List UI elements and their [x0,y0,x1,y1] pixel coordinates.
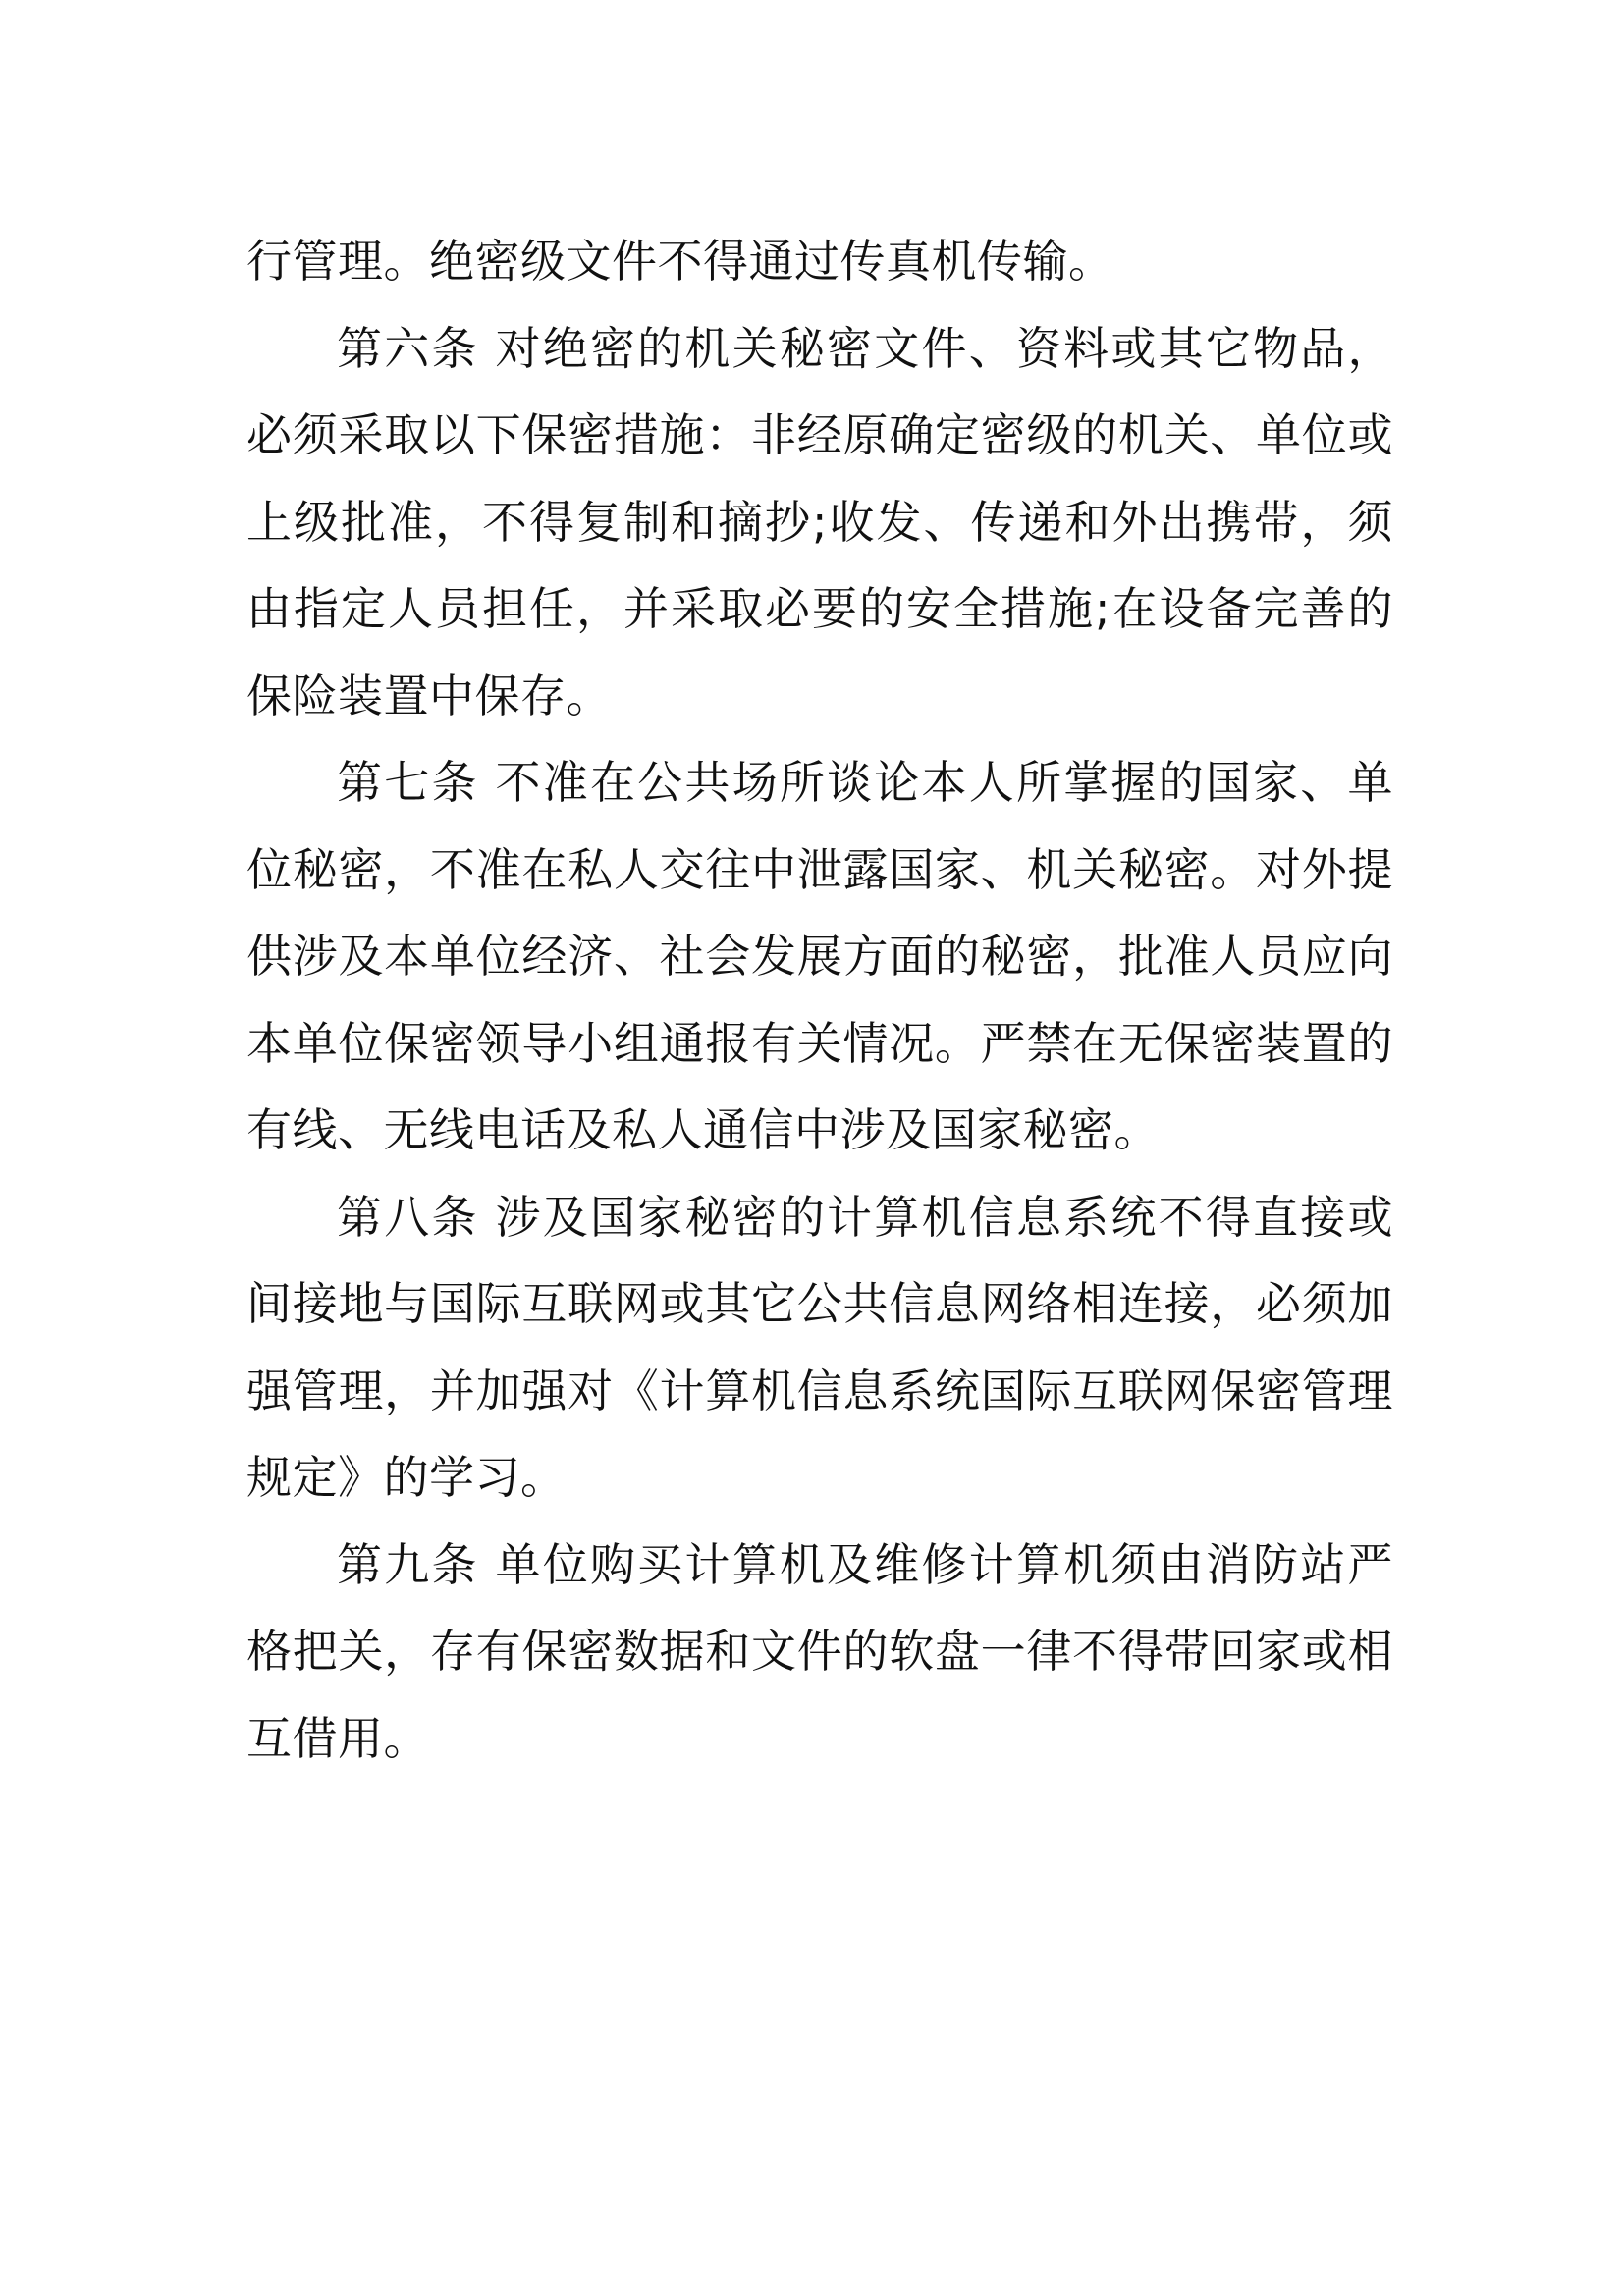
paragraph-continuation: 行管理。绝密级文件不得通过传真机传输。 [246,235,1114,288]
document-body [246,218,1393,1782]
paragraph-article-8: 第八条 涉及国家秘密的计算机信息系统不得直接或间接地与国际互联网或其它公共信息网络相连接，必须加强管理，并加强对《计算机信息系统国际互联网保密管理规定》的学习。 [246,1190,1393,1504]
paragraph-article-7: 第七条 不准在公共场所谈论本人所掌握的国家、单位秘密，不准在私人交往中泄露国家、机关秘密。对外提供涉及本单位经济、社会发展方面的秘密，批准人员应向本单位保密领导小组通报有关情况。严禁在无保密装置的有线、无线电话及私人通信中涉及国家秘密。 [246,756,1393,1156]
paragraph-article-6: 第六条 对绝密的机关秘密文件、资料或其它物品，必须采取以下保密措施：非经原确定密级的机关、单位或上级批准，不得复制和摘抄;收发、传递和外出携带，须由指定人员担任，并采取必要的安全措施;在设备完善的保险装置中保存。 [246,321,1393,722]
paragraph-article-9: 第九条 单位购买计算机及维修计算机须由消防站严格把关，存有保密数据和文件的软盘一律不得带回家或相互借用。 [246,1537,1393,1765]
